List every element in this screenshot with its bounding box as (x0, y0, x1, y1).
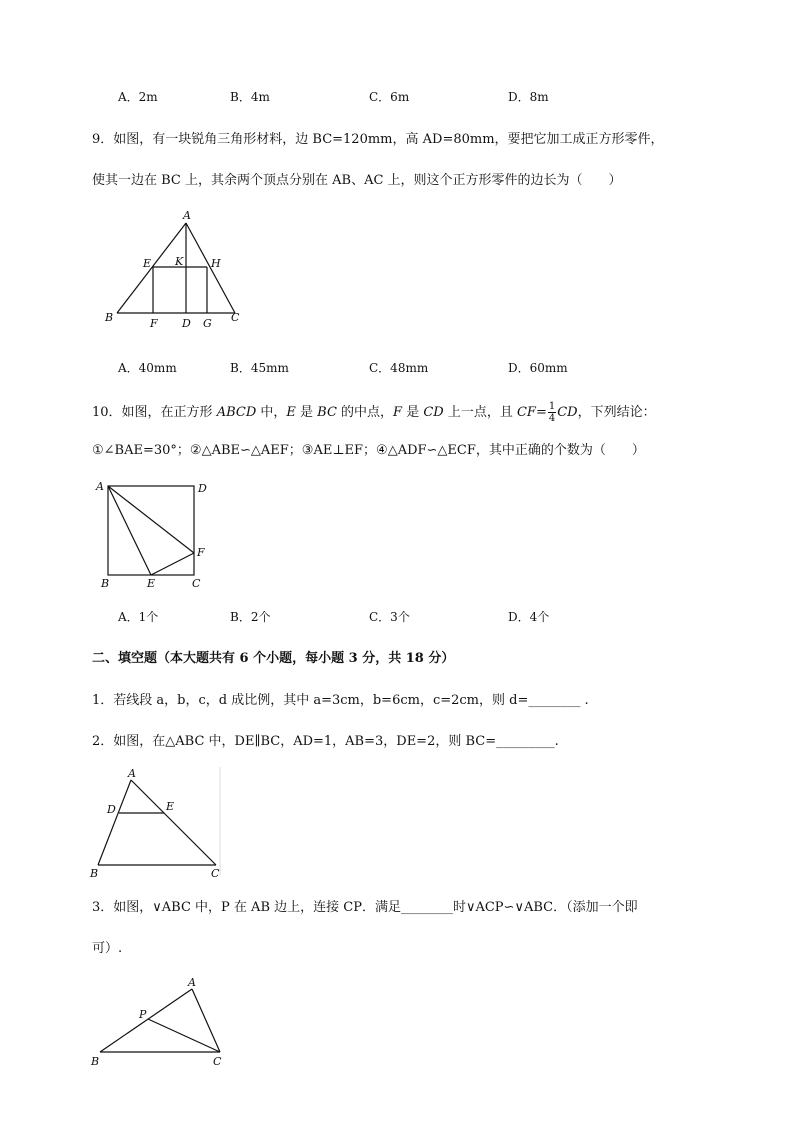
q9-label-a: A (183, 209, 191, 222)
fill-q2-label-d: D (107, 803, 116, 816)
q9-label-g: G (203, 317, 212, 330)
fill-q3-text-line2: 可）. (92, 941, 123, 956)
q8-option-b: B．4m (230, 90, 270, 104)
q10-fraction: $\frac{1}{4}$ (548, 401, 556, 424)
q9-label-f: F (150, 317, 158, 330)
q8-option-a: A．2m (118, 90, 158, 104)
fill-q2-label-a: A (128, 767, 136, 780)
q9-text-line2: 使其一边在 BC 上，其余两个顶点分别在 AB、AC 上，则这个正方形零件的边长为（ ） (92, 173, 622, 188)
fill-q2-text: 2．如图，在△ABC 中，DE∥BC，AD=1，AB=3，DE=2，则 BC=_________. (92, 734, 559, 749)
q10-label-d: D (198, 482, 207, 495)
section-fill-blank-heading: 二、填空题（本大题共有 6 个小题，每小题 3 分，共 18 分） (92, 651, 455, 666)
q9-text-line1: 9．如图，有一块锐角三角形材料，边 BC=120mm，高 AD=80mm，要把它加工成正方形零件， (92, 132, 664, 147)
q10-option-c: C．3个 (369, 610, 410, 624)
fill-q3-text-line1: 3．如图，∨ABC 中，P 在 AB 边上，连接 CP．满足________时∨ACP∽∨ABC．（添加一个即 (92, 900, 638, 915)
q10-label-f: F (197, 546, 205, 559)
fill-q2-label-b: B (90, 867, 99, 880)
fill-q3-figure (88, 974, 228, 1070)
q10-figure (92, 475, 217, 593)
q9-option-d: D．60mm (508, 361, 568, 375)
q10-label-e: E (147, 577, 156, 590)
q10-label-c: C (192, 577, 201, 590)
q9-label-k: K (175, 255, 184, 268)
q10-text-line2: ①∠BAE=30°；②△ABE∽△AEF；③AE⊥EF；④△ADF∽△ECF，其中正确的个数为（ ） (92, 443, 645, 458)
q9-label-b: B (105, 311, 114, 324)
q9-label-c: C (231, 311, 240, 324)
q10-option-a: A．1个 (118, 610, 159, 624)
q9-option-c: C．48mm (369, 361, 429, 375)
fill-q2-label-c: C (211, 867, 220, 880)
q9-label-e: E (143, 257, 152, 270)
q10-option-b: B．2个 (230, 610, 271, 624)
fill-q1-text: 1．若线段 a，b，c，d 成比例，其中 a=3cm，b=6cm，c=2cm，则 d=________ . (92, 693, 589, 708)
q10-text-line1: 10．如图，在正方形 ABCD 中，E 是 BC 的中点，F 是 CD 上一点，且 CF= $\frac{1}{4}$ CD，下列结论： (92, 401, 656, 424)
fill-q2-label-e: E (166, 800, 175, 813)
fill-q2-figure (88, 765, 223, 880)
q9-option-b: B．45mm (230, 361, 289, 375)
q8-option-c: C．6m (369, 90, 410, 104)
q10-label-b: B (101, 577, 110, 590)
fill-q3-label-c: C (213, 1055, 222, 1068)
fill-q3-label-b: B (91, 1055, 100, 1068)
fill-q3-label-p: P (139, 1008, 147, 1021)
q10-label-a: A (96, 480, 104, 493)
q9-figure (100, 205, 250, 333)
q9-label-d: D (182, 317, 191, 330)
fill-q3-label-a: A (188, 976, 196, 989)
q9-option-a: A．40mm (118, 361, 177, 375)
q10-option-d: D．4个 (508, 610, 550, 624)
q8-option-d: D．8m (508, 90, 549, 104)
q9-label-h: H (211, 257, 221, 270)
